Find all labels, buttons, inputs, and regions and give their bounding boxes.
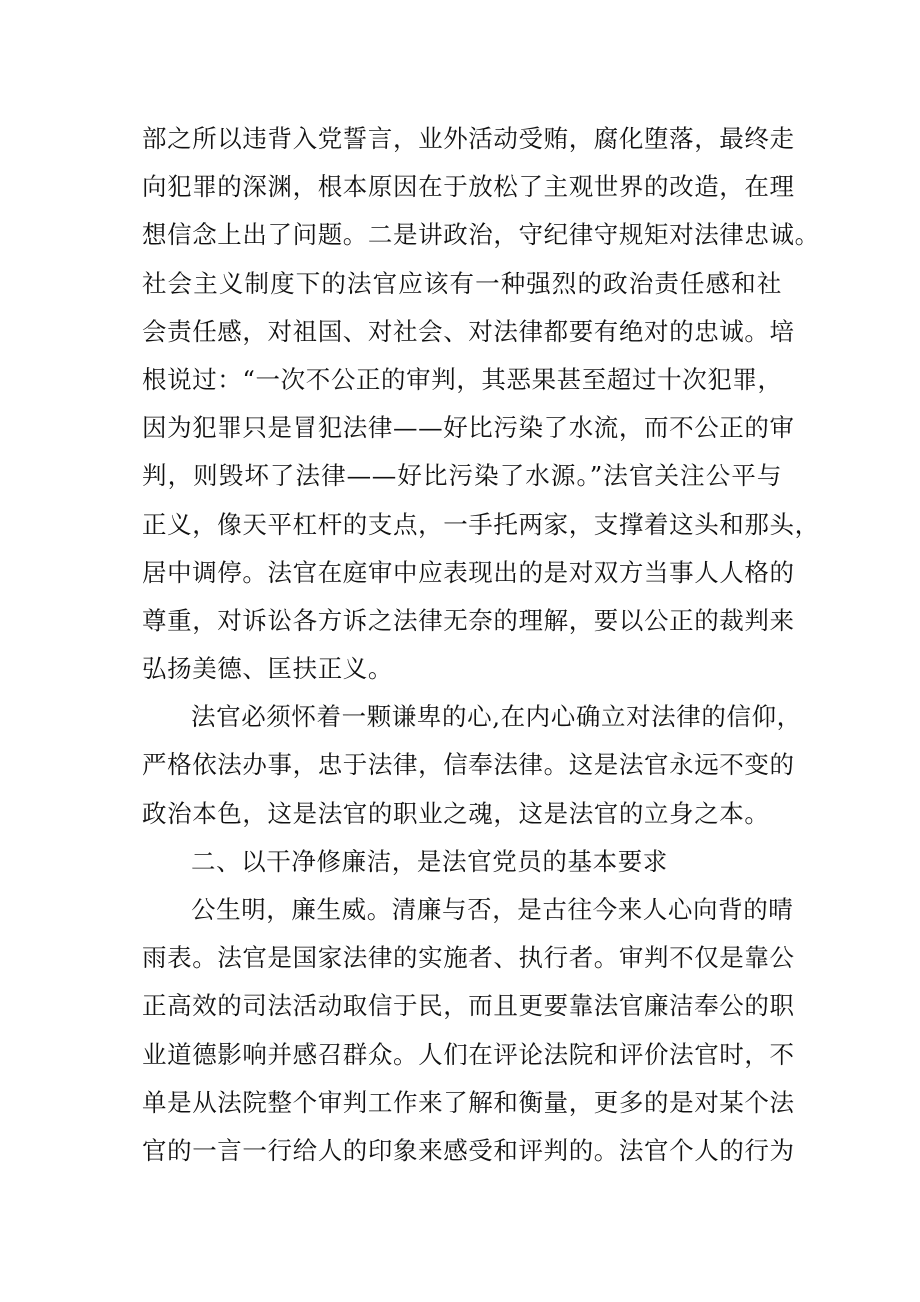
text-line: 正义，像天平杠杆的支点，一手托两家，支撑着这头和那头， [142, 509, 820, 539]
document-body [142, 115, 820, 1175]
text-line: 判，则毁坏了法律——好比污染了水源。”法官关注公平与 [142, 461, 782, 491]
text-line: 根说过：“一次不公正的审判，其恶果甚至超过十次犯罪， [142, 364, 783, 394]
text-line: 尊重，对诉讼各方诉之法律无奈的理解，要以公正的裁判来 [142, 605, 795, 635]
text-line: 严格依法办事，忠于法律，信奉法律。这是法官永远不变的 [142, 750, 795, 780]
text-line: 公生明，廉生威。清廉与否，是古往今来人心向背的晴 [191, 895, 794, 924]
text-line: 居中调停。法官在庭审中应表现出的是对双方当事人人格的 [142, 557, 795, 587]
text-line: 官的一言一行给人的印象来感受和评判的。法官个人的行为 [142, 1135, 795, 1165]
text-line: 会责任感，对祖国、对社会、对法律都要有绝对的忠诚。培 [142, 316, 795, 346]
text-line: 部之所以违背入党誓言，业外活动受贿，腐化堕落，最终走 [142, 124, 795, 153]
text-line: 政治本色，这是法官的职业之魂，这是法官的立身之本。 [142, 798, 770, 828]
text-line: 向犯罪的深渊，根本原因在于放松了主观世界的改造，在理 [142, 172, 795, 202]
text-line: 正高效的司法活动取信于民，而且更要靠法官廉洁奉公的职 [142, 991, 795, 1021]
text-line: 二、以干净修廉洁，是法官党员的基本要求 [191, 846, 668, 876]
text-line: 弘扬美德、匡扶正义。 [142, 654, 393, 684]
text-line: 单是从法院整个审判工作来了解和衡量，更多的是对某个法 [142, 1087, 795, 1117]
text-line: 雨表。法官是国家法律的实施者、执行者。审判不仅是靠公 [142, 943, 795, 973]
text-line: 因为犯罪只是冒犯法律——好比污染了水流，而不公正的审 [142, 413, 795, 443]
text-line: 业道德影响并感召群众。人们在评论法院和评价法官时，不 [142, 1039, 795, 1069]
text-line: 法官必须怀着一颗谦卑的心,在内心确立对法律的信仰， [191, 702, 802, 732]
text-line: 想信念上出了问题。二是讲政治，守纪律守规矩对法律忠诚。 [142, 220, 820, 250]
text-line: 社会主义制度下的法官应该有一种强烈的政治责任感和社 [142, 268, 782, 298]
